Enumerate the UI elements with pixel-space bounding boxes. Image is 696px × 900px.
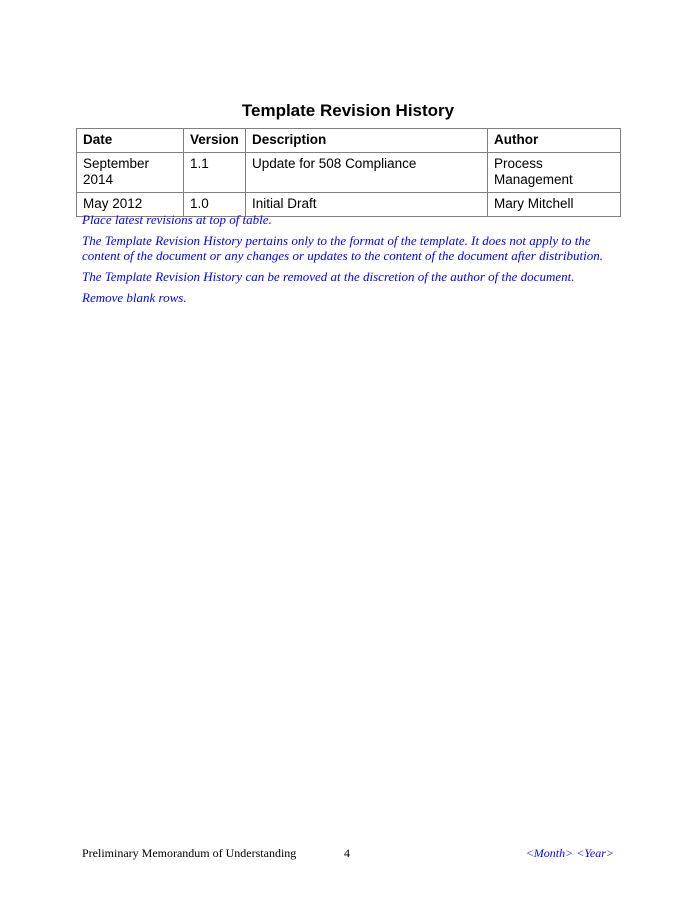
cell-version: 1.0 [184,193,246,217]
cell-description: Initial Draft [246,193,488,217]
column-header-author: Author [488,129,621,153]
cell-author [488,153,621,193]
cell-version: 1.1 [184,153,246,193]
page-title: Template Revision History [241,101,455,120]
instruction-text: The Template Revision History pertains only to the format of the template. It does not apply to the content of the document or any changes or updates to the content of the document after distribution. [82,233,603,263]
instruction-text: The Template Revision History can be removed at the discretion of the author of the document. [82,269,575,284]
revision-history-table [76,128,621,217]
cell-author-line: Management [494,172,573,187]
cell-date: September 2014 [77,153,184,193]
table-header-row [77,129,621,153]
cell-date: May 2012 [77,193,184,217]
cell-author-line: Process [494,156,543,171]
column-header-version: Version [184,129,246,153]
column-header-description: Description [246,129,488,153]
table-row [77,153,621,193]
cell-author-line: Mary Mitchell [494,196,574,211]
cell-description: Update for 508 Compliance [246,153,488,193]
column-header-date: Date [77,129,184,153]
instruction-text: Remove blank rows. [82,290,187,305]
footer-date-placeholder: <Month> <Year> [525,846,614,860]
instruction-text: Place latest revisions at top of table. [82,212,272,227]
footer-document-name: Preliminary Memorandum of Understanding [82,846,297,860]
footer-page-number: 4 [344,846,350,860]
template-instructions [82,212,622,311]
